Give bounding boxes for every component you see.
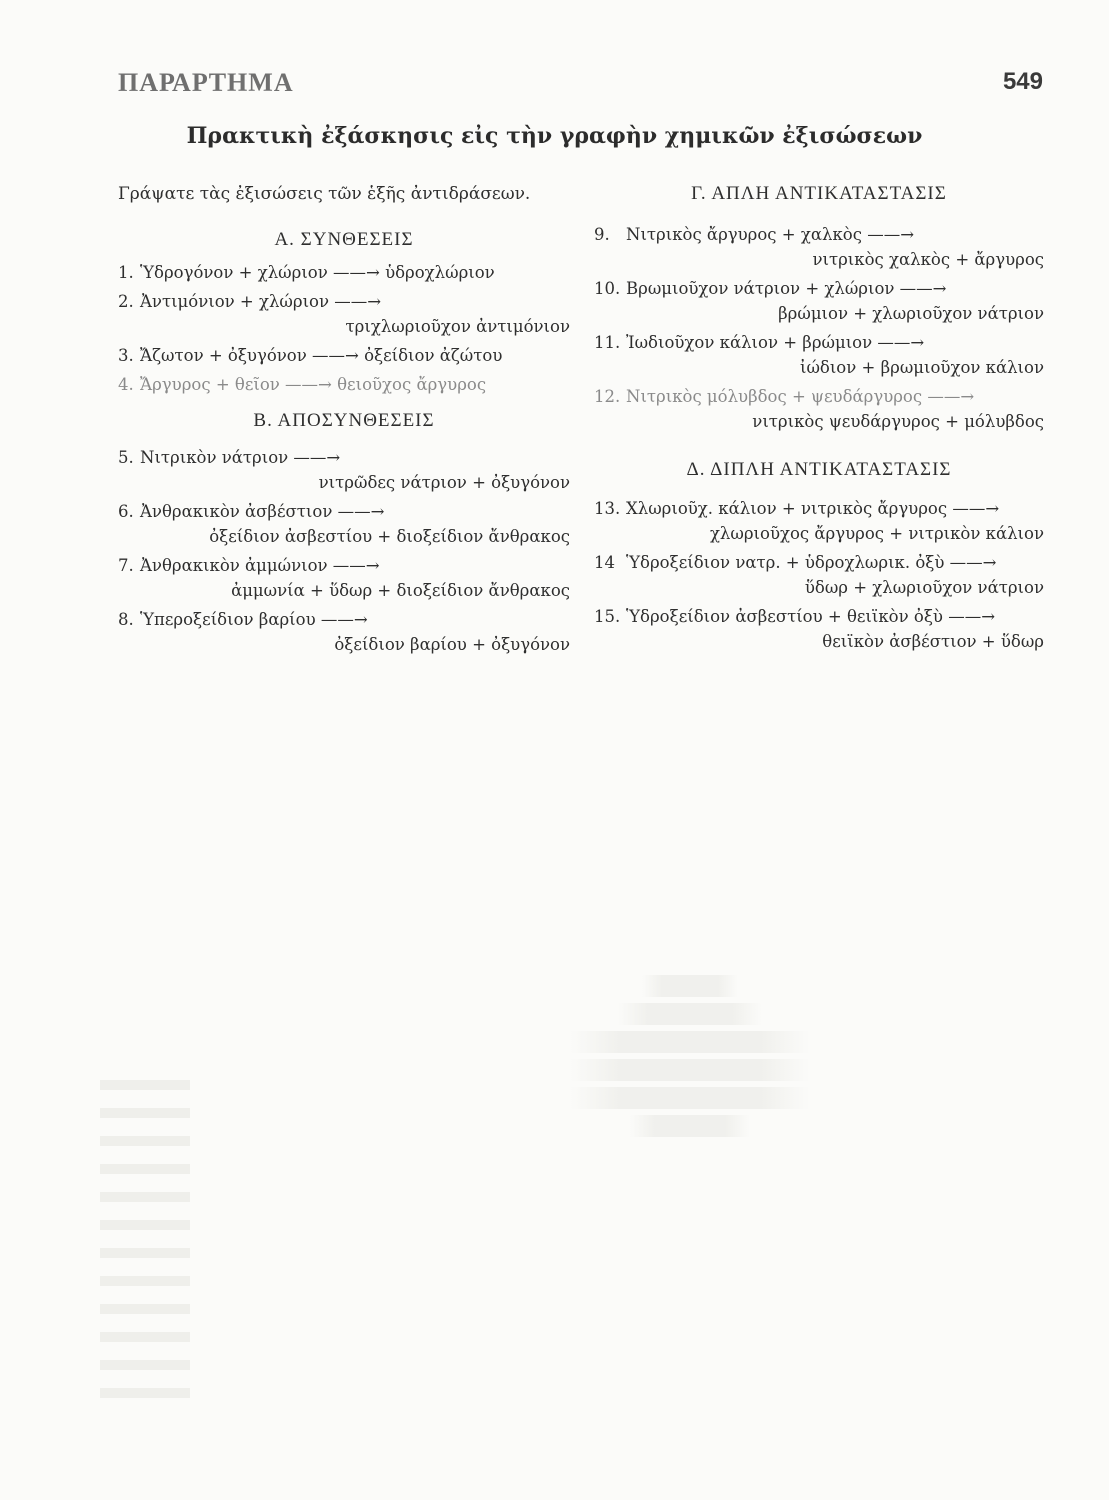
page-number: 549 bbox=[1002, 68, 1043, 95]
equation-products: βρώμιον + χλωριοῦχον νάτριον bbox=[778, 304, 1044, 323]
equation-products: νιτρῶδες νάτριον + ὀξυγόνον bbox=[318, 473, 570, 492]
equation-14 bbox=[594, 550, 1044, 600]
equation-products: νιτρικὸς ψευδάργυρος + μόλυβδος bbox=[752, 412, 1044, 431]
equation-13 bbox=[594, 496, 1044, 546]
equation-line: Βρωμιοῦχον νάτριον + χλώριον ——→ bbox=[626, 279, 947, 298]
show-through-index bbox=[100, 1080, 190, 1416]
equation-products: νιτρικὸς χαλκὸς + ἄργυρος bbox=[812, 250, 1044, 269]
equation-line: Νιτρικὸς ἄργυρος + χαλκὸς ——→ bbox=[626, 225, 915, 244]
equation-products: ἀμμωνία + ὕδωρ + διοξείδιον ἄνθρακος bbox=[231, 581, 570, 600]
equation-line: Χλωριοῦχ. κάλιον + νιτρικὸς ἄργυρος ——→ bbox=[626, 499, 1000, 518]
equation-number: 2. bbox=[118, 292, 134, 311]
equation-line: Ὑδρογόνον + χλώριον ——→ ὑδροχλώριον bbox=[140, 263, 495, 282]
equation-line: Ὑδροξείδιον ἀσβεστίου + θειϊκὸν ὀξὺ ——→ bbox=[626, 607, 996, 626]
equation-number: 1. bbox=[118, 263, 134, 282]
equation-3 bbox=[118, 343, 570, 368]
section-heading-double-replacement: Δ. ΔΙΠΛΗ ΑΝΤΙΚΑΤΑΣΤΑΣΙΣ bbox=[686, 459, 952, 480]
equation-number: 3. bbox=[118, 346, 134, 365]
equation-number: 11. bbox=[594, 333, 621, 352]
equation-products: χλωριοῦχος ἄργυρος + νιτρικὸν κάλιον bbox=[709, 524, 1044, 543]
equation-line: Νιτρικὸς μόλυβδος + ψευδάργυρος ——→ bbox=[626, 387, 975, 406]
equation-line: Ἰωδιοῦχον κάλιον + βρώμιον ——→ bbox=[626, 333, 925, 352]
equation-7 bbox=[118, 553, 570, 603]
equation-12 bbox=[594, 384, 1044, 434]
equation-8 bbox=[118, 607, 570, 657]
running-head: ΠΑΡΑΡΤΗΜΑ bbox=[118, 68, 294, 97]
equation-products: ὀξείδιον ἀσβεστίου + διοξείδιον ἄνθρακος bbox=[209, 527, 570, 546]
equation-line: Ἄζωτον + ὀξυγόνον ——→ ὀξείδιον ἀζώτου bbox=[140, 346, 503, 365]
right-column bbox=[594, 180, 1044, 658]
instructions: Γράψατε τὰς ἐξισώσεις τῶν ἑξῆς ἀντιδράσεων. bbox=[118, 184, 531, 204]
equation-11 bbox=[594, 330, 1044, 380]
equation-1 bbox=[118, 260, 570, 285]
equation-4 bbox=[118, 372, 570, 397]
equation-15 bbox=[594, 604, 1044, 654]
section-heading-synthesis: Α. ΣΥΝΘΕΣΕΙΣ bbox=[274, 229, 414, 250]
equation-line: Ἀνθρακικὸν ἀμμώνιον ——→ bbox=[140, 556, 380, 575]
equation-number: 12. bbox=[594, 387, 621, 406]
show-through-colophon bbox=[570, 975, 810, 1143]
equation-number: 14 bbox=[594, 553, 615, 572]
equation-products: ὀξείδιον βαρίου + ὀξυγόνον bbox=[334, 635, 570, 654]
equation-products: τριχλωριοῦχον ἀντιμόνιον bbox=[345, 317, 570, 336]
equation-line: Ἄργυρος + θεῖον ——→ θειοῦχος ἄργυρος bbox=[140, 375, 487, 394]
equation-number: 7. bbox=[118, 556, 134, 575]
equation-line: Ὑπεροξείδιον βαρίου ——→ bbox=[140, 610, 368, 629]
equation-6 bbox=[118, 499, 570, 549]
equation-line: Νιτρικὸν νάτριον ——→ bbox=[140, 448, 341, 467]
section-heading-single-replacement: Γ. ΑΠΛΗ ΑΝΤΙΚΑΤΑΣΤΑΣΙΣ bbox=[691, 183, 947, 204]
equation-number: 9. bbox=[594, 225, 610, 244]
equation-number: 10. bbox=[594, 279, 621, 298]
equation-number: 15. bbox=[594, 607, 621, 626]
equation-number: 8. bbox=[118, 610, 134, 629]
equation-5 bbox=[118, 445, 570, 495]
equation-number: 4. bbox=[118, 375, 134, 394]
equation-number: 5. bbox=[118, 448, 134, 467]
equation-number: 6. bbox=[118, 502, 134, 521]
equation-10 bbox=[594, 276, 1044, 326]
equation-products: θειϊκὸν ἀσβέστιον + ὕδωρ bbox=[822, 632, 1044, 651]
equation-9 bbox=[594, 222, 1044, 272]
left-column bbox=[118, 180, 570, 661]
equation-products: ἰώδιον + βρωμιοῦχον κάλιον bbox=[799, 358, 1044, 377]
equation-line: Ἀνθρακικὸν ἀσβέστιον ——→ bbox=[140, 502, 385, 521]
equation-number: 13. bbox=[594, 499, 621, 518]
section-heading-decomposition: Β. ΑΠΟΣΥΝΘΕΣΕΙΣ bbox=[253, 410, 435, 431]
page-title: Πρακτικὴ ἐξάσκησις εἰς τὴν γραφὴν χημικῶν ἐξισώσεων bbox=[186, 123, 923, 149]
equation-products: ὕδωρ + χλωριοῦχον νάτριον bbox=[804, 578, 1044, 597]
equation-line: Ἀντιμόνιον + χλώριον ——→ bbox=[140, 292, 382, 311]
equation-2 bbox=[118, 289, 570, 339]
equation-line: Ὑδροξείδιον νατρ. + ὑδροχλωρικ. ὀξὺ ——→ bbox=[626, 553, 997, 572]
